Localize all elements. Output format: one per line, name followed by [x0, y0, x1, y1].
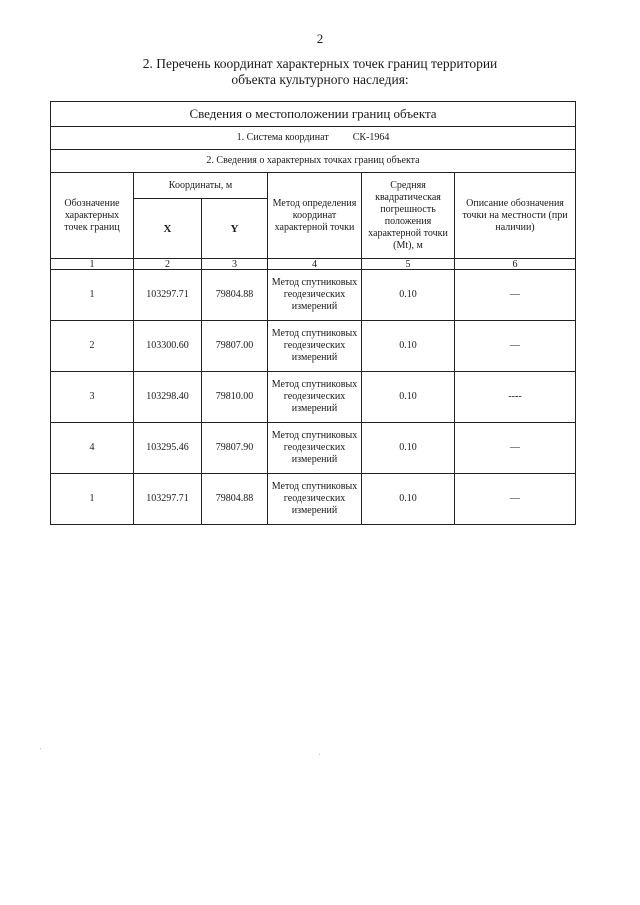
cell-method: Метод спутниковых геодезических измерений — [268, 423, 362, 474]
coordinate-system-label: 1. Система координат — [236, 132, 329, 143]
cell-point: 3 — [51, 372, 134, 423]
column-number: 1 — [51, 259, 134, 270]
cell-description: — — [455, 321, 576, 372]
cell-y: 79810.00 — [202, 372, 268, 423]
table-title: Сведения о местоположении границ объекта — [51, 102, 576, 127]
cell-accuracy: 0.10 — [362, 270, 455, 321]
table-title-row — [51, 102, 576, 127]
cell-accuracy: 0.10 — [362, 474, 455, 525]
table-row — [51, 321, 576, 372]
header-coordinates: Координаты, м — [134, 173, 268, 199]
cell-y: 79807.90 — [202, 423, 268, 474]
cell-x: 103298.40 — [134, 372, 202, 423]
cell-x: 103297.71 — [134, 270, 202, 321]
table-row — [51, 474, 576, 525]
table-row — [51, 423, 576, 474]
cell-method: Метод спутниковых геодезических измерений — [268, 474, 362, 525]
header-accuracy: Средняя квадратическая погрешность положения характерной точки (Mt), м — [362, 173, 455, 259]
cell-method: Метод спутниковых геодезических измерений — [268, 372, 362, 423]
cell-description: — — [455, 423, 576, 474]
header-x: X — [134, 199, 202, 259]
column-number: 3 — [202, 259, 268, 270]
cell-point: 4 — [51, 423, 134, 474]
coordinate-system-row — [51, 127, 576, 150]
table-row — [51, 270, 576, 321]
column-number: 2 — [134, 259, 202, 270]
cell-description: — — [455, 270, 576, 321]
header-method: Метод определения координат характерной точки — [268, 173, 362, 259]
cell-method: Метод спутниковых геодезических измерений — [268, 270, 362, 321]
cell-accuracy: 0.10 — [362, 423, 455, 474]
cell-method: Метод спутниковых геодезических измерений — [268, 321, 362, 372]
cell-description: ---- — [455, 372, 576, 423]
boundary-coordinates-table — [50, 101, 576, 525]
header-row-1 — [51, 173, 576, 199]
cell-point: 1 — [51, 270, 134, 321]
cell-y: 79804.88 — [202, 270, 268, 321]
cell-x: 103300.60 — [134, 321, 202, 372]
header-description: Описание обозначения точки на местности (при наличии) — [455, 173, 576, 259]
table-row — [51, 372, 576, 423]
points-section-title: 2. Сведения о характерных точках границ объекта — [51, 150, 576, 173]
document-heading — [100, 56, 540, 88]
column-number: 6 — [455, 259, 576, 270]
scan-speck — [40, 748, 41, 749]
cell-y: 79804.88 — [202, 474, 268, 525]
cell-y: 79807.00 — [202, 321, 268, 372]
column-number: 5 — [362, 259, 455, 270]
coordinate-system-value: СК-1964 — [352, 132, 390, 143]
cell-x: 103295.46 — [134, 423, 202, 474]
cell-accuracy: 0.10 — [362, 372, 455, 423]
page-number: 2 — [316, 31, 324, 46]
column-number: 4 — [268, 259, 362, 270]
column-number-row — [51, 259, 576, 270]
header-y: Y — [202, 199, 268, 259]
scan-speck — [319, 754, 320, 755]
cell-point: 2 — [51, 321, 134, 372]
cell-accuracy: 0.10 — [362, 321, 455, 372]
cell-x: 103297.71 — [134, 474, 202, 525]
cell-point: 1 — [51, 474, 134, 525]
cell-description: — — [455, 474, 576, 525]
heading-line-2: объекта культурного наследия: — [231, 72, 409, 87]
points-section-row — [51, 150, 576, 173]
header-designation: Обозначение характерных точек границ — [51, 173, 134, 259]
heading-line-1: 2. Перечень координат характерных точек границ территории — [142, 56, 498, 71]
